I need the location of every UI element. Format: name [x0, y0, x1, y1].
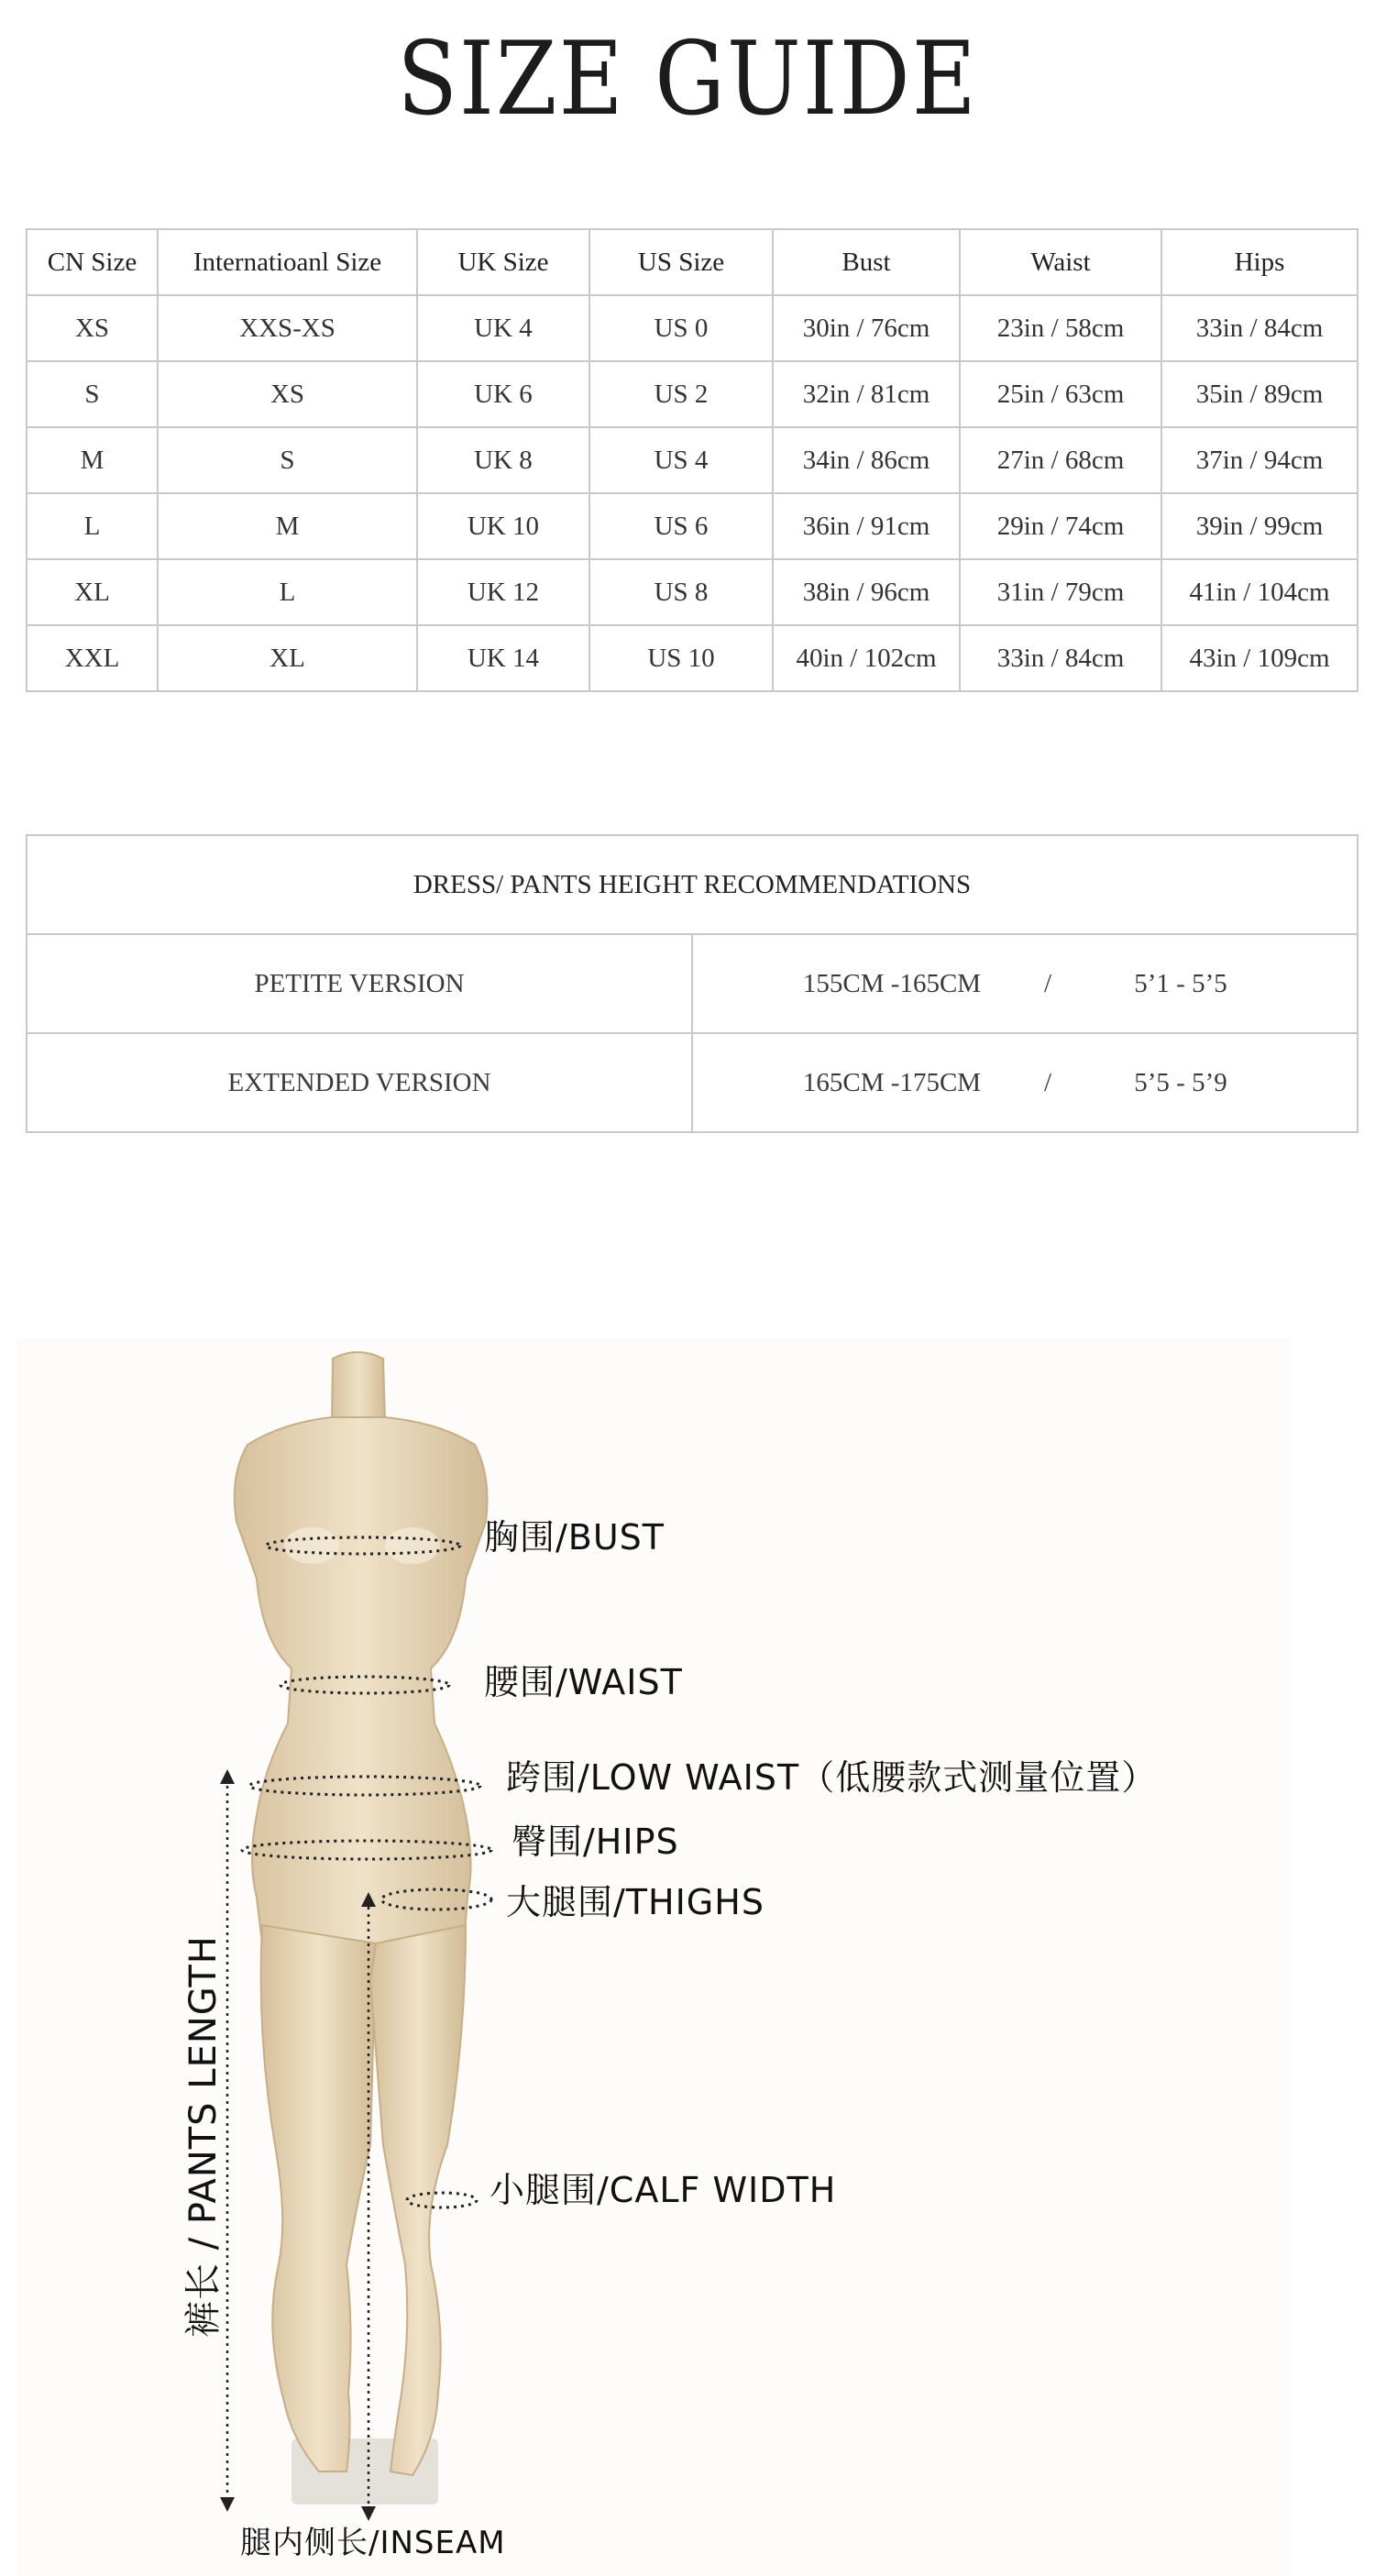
height-range-feet: 5’5 - 5’9 [1134, 1067, 1227, 1097]
header-bust: Bust [773, 229, 960, 295]
cell-bust: 30in / 76cm [773, 295, 960, 361]
header-waist: Waist [960, 229, 1161, 295]
cell-waist: 27in / 68cm [960, 427, 1161, 493]
height-recommendations-table [26, 834, 1358, 1133]
waist-label: 腰围/WAIST [484, 1662, 683, 1702]
header-hips: Hips [1161, 229, 1358, 295]
height-table-title: DRESS/ PANTS HEIGHT RECOMMENDATIONS [27, 835, 1358, 934]
cell-international-size: M [158, 493, 417, 559]
cell-uk-size: UK 14 [417, 625, 589, 691]
table-row [27, 361, 1358, 427]
cell-cn-size: M [27, 427, 158, 493]
version-label: EXTENDED VERSION [27, 1033, 692, 1132]
height-table-header-row [27, 835, 1358, 934]
version-label: PETITE VERSION [27, 934, 692, 1033]
table-row [27, 625, 1358, 691]
table-row [27, 493, 1358, 559]
arrow-up-icon [220, 1769, 235, 1784]
table-row [27, 934, 1358, 1033]
cell-bust: 34in / 86cm [773, 427, 960, 493]
cell-waist: 25in / 63cm [960, 361, 1161, 427]
cell-cn-size: S [27, 361, 158, 427]
header-uk-size: UK Size [417, 229, 589, 295]
height-range-cm: 165CM -175CM [802, 1067, 982, 1097]
mannequin-body [235, 1352, 488, 2475]
arrow-down-icon [220, 2497, 235, 2512]
cell-bust: 32in / 81cm [773, 361, 960, 427]
cell-us-size: US 10 [589, 625, 773, 691]
cell-uk-size: UK 10 [417, 493, 589, 559]
cell-international-size: XS [158, 361, 417, 427]
cell-waist: 31in / 79cm [960, 559, 1161, 625]
cell-bust: 38in / 96cm [773, 559, 960, 625]
pants-length-label: 裤长 / PANTS LENGTH [182, 1935, 225, 2338]
height-range [692, 1033, 1358, 1132]
cell-uk-size: UK 6 [417, 361, 589, 427]
table-row [27, 427, 1358, 493]
mannequin-highlight [385, 1527, 440, 1564]
cell-international-size: L [158, 559, 417, 625]
cell-bust: 36in / 91cm [773, 493, 960, 559]
cell-uk-size: UK 4 [417, 295, 589, 361]
cell-hips: 33in / 84cm [1161, 295, 1358, 361]
height-range [692, 934, 1358, 1033]
cell-cn-size: L [27, 493, 158, 559]
cell-bust: 40in / 102cm [773, 625, 960, 691]
cell-hips: 39in / 99cm [1161, 493, 1358, 559]
bust-label: 胸围/BUST [484, 1517, 666, 1558]
height-range-cm: 155CM -165CM [802, 968, 982, 998]
header-cn-size: CN Size [27, 229, 158, 295]
cell-international-size: XXS-XS [158, 295, 417, 361]
cell-us-size: US 2 [589, 361, 773, 427]
height-range-feet: 5’1 - 5’5 [1134, 968, 1227, 998]
table-row [27, 559, 1358, 625]
size-table [26, 228, 1358, 692]
cell-hips: 37in / 94cm [1161, 427, 1358, 493]
cell-cn-size: XS [27, 295, 158, 361]
table-row [27, 295, 1358, 361]
header-international-size: Internatioanl Size [158, 229, 417, 295]
height-range-separator: / [1043, 1067, 1052, 1097]
height-range-separator: / [1043, 968, 1052, 998]
hips-label: 臀围/HIPS [512, 1822, 679, 1862]
measurement-figure [16, 1338, 1292, 2576]
cell-uk-size: UK 8 [417, 427, 589, 493]
page-title: SIZE GUIDE [397, 19, 978, 138]
cell-hips: 43in / 109cm [1161, 625, 1358, 691]
cell-cn-size: XL [27, 559, 158, 625]
cell-hips: 41in / 104cm [1161, 559, 1358, 625]
cell-us-size: US 6 [589, 493, 773, 559]
table-row [27, 1033, 1358, 1132]
cell-waist: 29in / 74cm [960, 493, 1161, 559]
header-us-size: US Size [589, 229, 773, 295]
cell-hips: 35in / 89cm [1161, 361, 1358, 427]
low-waist-label: 跨围/LOW WAIST（低腰款式测量位置） [506, 1757, 1158, 1798]
cell-international-size: XL [158, 625, 417, 691]
inseam-label: 腿内侧长/INSEAM [240, 2525, 506, 2561]
cell-waist: 33in / 84cm [960, 625, 1161, 691]
thighs-label: 大腿围/THIGHS [506, 1882, 764, 1922]
cell-waist: 23in / 58cm [960, 295, 1161, 361]
cell-us-size: US 8 [589, 559, 773, 625]
cell-uk-size: UK 12 [417, 559, 589, 625]
cell-us-size: US 0 [589, 295, 773, 361]
mannequin-highlight [284, 1527, 339, 1564]
cell-international-size: S [158, 427, 417, 493]
calf-label: 小腿围/CALF WIDTH [490, 2170, 837, 2210]
cell-us-size: US 4 [589, 427, 773, 493]
cell-cn-size: XXL [27, 625, 158, 691]
size-table-header-row [27, 229, 1358, 295]
